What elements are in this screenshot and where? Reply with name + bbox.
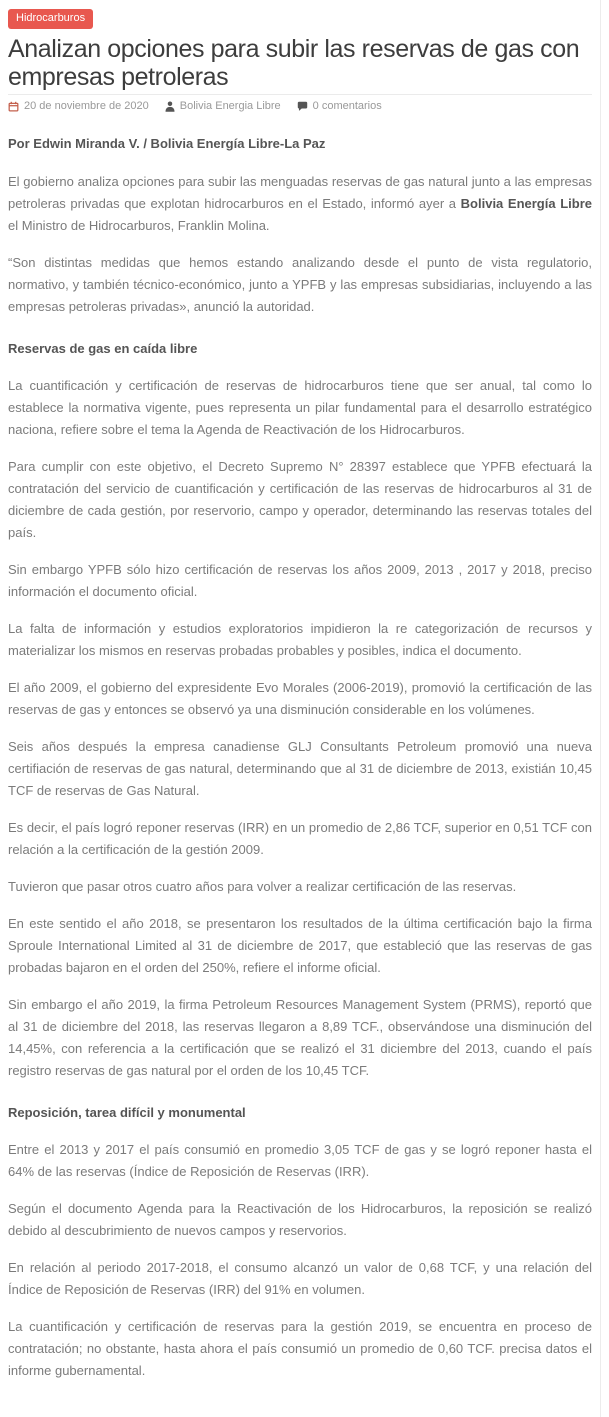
paragraph: Sin embargo YPFB sólo hizo certificación de reservas los años 2009, 2013 , 2017 y 2018, preciso información el documento oficial. — [8, 562, 592, 599]
post-author-label: Bolivia Energia Libre — [179, 100, 281, 112]
paragraph: Sin embargo el año 2019, la firma Petroleum Resources Management System (PRMS), reportó que al 31 de diciembre del 2018, las reservas llegaron a 8,89 TCF., observándose una disminución del 14,45%, con referencia a la certificación que se realizó el 31 diciembre del 2013, cuando el país registro reservas de gas natural por el orden de los 10,45 TCF. — [8, 997, 592, 1078]
paragraph: Según el documento Agenda para la Reactivación de los Hidrocarburos, la reposición se realizó debido al descubrimiento de nuevos campos y reservorios. — [8, 1201, 592, 1238]
paragraph: Entre el 2013 y 2017 el país consumió en promedio 3,05 TCF de gas y se logró reponer hasta el 64% de las reservas (Índice de Reposición de Reservas (IRR). — [8, 1142, 592, 1179]
article-body — [8, 171, 592, 1382]
paragraph: “Son distintas medidas que hemos estando analizando desde el punto de vista regulatorio, normativo, y también técnico-económico, junto a YPFB y las empresas subsidiarias, incluyendo a las empresas petroleras privadas», anunció la autoridad. — [8, 255, 592, 314]
paragraph: Para cumplir con este objetivo, el Decreto Supremo N° 28397 establece que YPFB efectuará la contratación del servicio de cuantificación y certificación de las reservas de hidrocarburos al 31 de diciembre de cada gestión, por reservorio, campo y operador, determinando las reservas totales del país. — [8, 459, 592, 540]
paragraph: El año 2009, el gobierno del expresidente Evo Morales (2006-2019), promovió la certificación de las reservas de gas y entonces se observó ya una disminución considerable en los volúmenes. — [8, 680, 592, 717]
post-comments-link[interactable] — [297, 100, 382, 112]
paragraph: La cuantificación y certificación de reservas de hidrocarburos tiene que ser anual, tal como lo establece la normativa vigente, pues representa un pilar fundamental para el desarrollo estratégico naciona, refiere sobre el tema la Agenda de Reactivación de los Hidrocarburos. — [8, 378, 592, 437]
paragraph: La cuantificación y certificación de reservas para la gestión 2019, se encuentra en proceso de contratación; no obstante, hasta ahora el país consumió un promedio de 0,60 TCF. precisa datos el informe gubernamental. — [8, 1319, 592, 1378]
post-author-link[interactable] — [165, 100, 281, 112]
post-date — [8, 100, 149, 112]
post-date-label: 20 de noviembre de 2020 — [24, 100, 149, 112]
paragraph: El gobierno analiza opciones para subir las menguadas reservas de gas natural junto a las empresas petroleras privadas que explotan hidrocarburos en el Estado, informó ayer a Bolivia Energía Libre el Ministro de Hidrocarburos, Franklin Molina. — [8, 174, 592, 233]
paragraph: En este sentido el año 2018, se presentaron los resultados de la última certificación bajo la firma Sproule International Limited al 31 de diciembre de 2017, que estableció que las reservas de gas probadas bajaron en el orden del 250%, refiere el informe oficial. — [8, 916, 592, 975]
paragraph: Seis años después la empresa canadiense GLJ Consultants Petroleum promovió una nueva certifiación de reservas de gas natural, determinando que al 31 de diciembre de 2013, existián 10,45 TCF de reservas de Gas Natural. — [8, 739, 592, 798]
calendar-icon — [8, 101, 19, 112]
paragraph: La falta de información y estudios exploratorios impidieron la re categorización de recursos y materializar los mismos en reservas probadas probables y posibles, indica el documento. — [8, 621, 592, 658]
comment-icon — [297, 101, 308, 112]
paragraph: Tuvieron que pasar otros cuatro años para volver a realizar certificación de las reservas. — [8, 879, 517, 894]
page-title: Analizan opciones para subir las reservas de gas con empresas petroleras — [8, 36, 592, 95]
article-byline: Por Edwin Miranda V. / Bolivia Energía Libre-La Paz — [8, 136, 326, 151]
author-icon — [165, 101, 175, 112]
paragraph: En relación al periodo 2017-2018, el consumo alcanzó un valor de 0,68 TCF, y una relación del Índice de Reposición de Reservas (IRR) del 91% en volumen. — [8, 1260, 592, 1297]
section-heading: Reposición, tarea difícil y monumental — [8, 1105, 246, 1120]
section-heading: Reservas de gas en caída libre — [8, 341, 198, 356]
category-tag-hidrocarburos[interactable]: Hidrocarburos — [8, 9, 93, 29]
paragraph: Es decir, el país logró reponer reservas (IRR) en un promedio de 2,86 TCF, superior en 0,51 TCF con relación a la certificación de la gestión 2009. — [8, 820, 592, 857]
post-meta — [8, 100, 592, 112]
post-comments-label: 0 comentarios — [312, 100, 382, 112]
